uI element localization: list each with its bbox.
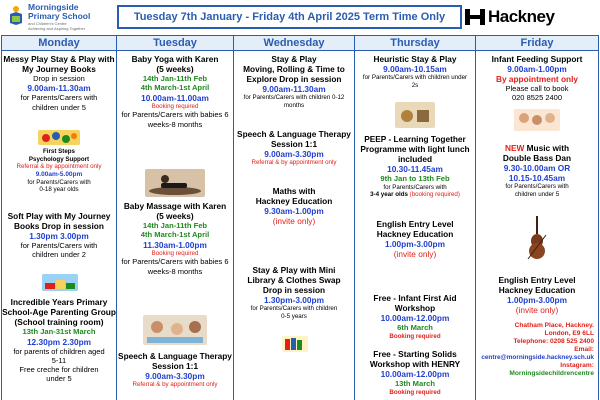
baby-icon: [143, 315, 207, 345]
activity-first-aid: Free - Infant First Aid Workshop 10.00am-12.00pm 6th March Booking required: [355, 293, 475, 340]
time-slot: 10.15-10.45am: [508, 173, 566, 184]
baby-massage-image: [143, 315, 207, 345]
activity-music-double-bass: NEW Music with Double Bass Dan 9.30-10.00am OR 10.15-10.45am for Parents/Carers with children under 5: [476, 143, 598, 199]
time-slot: 9.00am-10.15am: [383, 64, 447, 75]
email-label: Email:: [574, 346, 594, 354]
time-slot: 1.00pm-3.00pm: [507, 295, 567, 306]
activity-heuristic-play: Heuristic Stay & Play 9.00am-10.15am for Parents/Carers with children under 2s: [355, 54, 475, 89]
new-badge: NEW: [504, 143, 525, 153]
instagram-handle[interactable]: Morningsidechildrencentre: [509, 369, 594, 377]
activity-starting-solids: Free - Starting Solids Workshop with HENRY 10.00am-12.00pm 13th March Booking required: [355, 349, 475, 396]
activity-mini-library: Stay & Play with Mini Library & Clothes Swap Drop in session 1.30pm-3.00pm for Parents/Carers with children 0-5 years: [234, 265, 354, 321]
address-line1: Chatham Place, Hackney.: [514, 322, 594, 329]
activity-baby-yoga: Baby Yoga with Karen (5 weeks) 14th Jan-11th Feb 4th March-1st April 10.00am-11.00am Booking required for Parents/Carers with babies 6 weeks-8 months: [117, 54, 233, 129]
time-slot: 9.30-10.00am OR: [503, 163, 571, 174]
school-crest-icon: [8, 4, 24, 26]
book-icon: [282, 336, 308, 352]
time-slot: 9.00am-3.30pm: [264, 149, 324, 160]
activity-speech-therapy-tue: Speech & Language Therapy Session 1:1 9.00am-3.30pm Referral & by appointment only: [118, 351, 232, 389]
day-header-monday: Monday: [2, 35, 116, 51]
activity-first-steps: First Steps Psychology Support Referral & by appointment only 9.00am-5.00pm for Parents/Carers with 0-18 year olds: [2, 148, 116, 194]
time-slot: 9.00am-11.30am: [27, 83, 91, 94]
day-header-wednesday: Wednesday: [234, 35, 354, 51]
instagram-label: Instagram:: [560, 361, 594, 369]
toy-icon: [395, 102, 435, 128]
soft-play-icon: [42, 274, 78, 291]
school-motto: Achieving and Aspiring Together: [28, 26, 86, 31]
activity-soft-play: Soft Play with My Journey Books Drop in session 1.30pm 3.00pm for Parents/Carers with children under 2: [2, 211, 116, 260]
activity-peep: PEEP - Learning Together Programme with light lunch included 10.30-11.45am 9th Jan to 13th Feb for Parents/Carers with 3-4 year olds (booking required): [355, 134, 475, 199]
activity-infant-feeding: Infant Feeding Support 9.00am-1.00pm By appointment only Please call to book 020 8525 2400: [476, 54, 598, 103]
time-slot: 9.00am-5.00pm: [35, 170, 83, 178]
telephone: Telephone: 0208 525 2400: [513, 338, 594, 346]
time-slot: 1.00pm-3.00pm: [385, 239, 445, 250]
time-slot: 9.00am-11.30am: [262, 84, 326, 95]
baby-yoga-image: [145, 169, 205, 197]
messy-play-image: [38, 130, 80, 145]
time-slot: 9.00am-1.00pm: [507, 64, 567, 75]
address-line2: London, E9 6LL: [544, 330, 594, 338]
time-slot: 9.30am-1.00pm: [264, 206, 324, 217]
time-slot: 10.00am-11.00am: [141, 92, 209, 103]
time-slot: 10.00am-12.00pm: [380, 313, 450, 324]
time-slot: 10.30-11.45am: [387, 164, 443, 175]
heuristic-play-image: [395, 102, 435, 128]
time-slot: 11.30am-1.00pm: [143, 239, 207, 250]
school-name-line3: and Children's Centre: [28, 21, 67, 26]
contact-details: [476, 322, 598, 378]
column-friday: [476, 35, 599, 400]
activity-english-thu: English Entry Level Hackney Education 1.00pm-3.00pm (invite only): [355, 219, 475, 259]
column-thursday: [355, 35, 476, 400]
double-bass-icon: [526, 215, 548, 261]
activity-messy-play: Messy Play Stay & Play with My Journey Books Drop in session 9.00am-11.30am for Parents/Carers with children under 5: [3, 54, 115, 112]
activity-english-fri: English Entry Level Hackney Education 1.00pm-3.00pm (invite only): [476, 275, 598, 315]
time-slot: 12.30pm 2.30pm: [26, 336, 92, 347]
day-header-thursday: Thursday: [355, 35, 475, 51]
feeding-icon: [514, 109, 560, 131]
hackney-logo: [464, 6, 594, 28]
paint-icon: [38, 130, 80, 145]
yoga-icon: [145, 169, 205, 197]
day-header-friday: Friday: [476, 35, 598, 51]
school-name-line1: Morningside: [28, 2, 79, 12]
library-image: [282, 336, 308, 352]
day-header-tuesday: Tuesday: [117, 35, 233, 51]
column-tuesday: [117, 35, 234, 400]
hackney-h-icon: [464, 8, 486, 26]
column-wednesday: [234, 35, 355, 400]
time-slot: 10.00am-12.00pm: [380, 369, 450, 380]
hackney-wordmark: Hackney: [488, 7, 555, 26]
activity-incredible-years: Incredible Years Primary School-Age Parenting Group (School training room) 13th Jan-31st March 12.30pm 2.30pm for parents of children aged 5-11 Free creche for children under 5: [2, 297, 116, 384]
time-slot: 1.30pm-3.00pm: [264, 295, 324, 306]
column-monday: [2, 35, 117, 400]
school-logo: [8, 3, 126, 31]
feeding-image: [514, 109, 560, 131]
soft-play-image: [42, 274, 78, 291]
time-slot: 9.00am-3.30pm: [145, 371, 205, 382]
timetable-grid: [1, 35, 599, 400]
activity-stay-play-moving: Stay & Play Moving, Rolling & Time to Explore Drop in session 9.00am-11.30am for Parents/Carers with children 0-12 months: [234, 54, 354, 110]
time-slot: 1.30pm 3.00pm: [29, 231, 89, 242]
activity-baby-massage: Baby Massage with Karen (5 weeks) 14th Jan-11th Feb 4th March-1st April 11.30am-1.00pm Booking required for Parents/Carers with babies 6 weeks-8 months: [117, 201, 233, 276]
activity-maths: Maths with Hackney Education 9.30am-1.00pm (invite only): [234, 186, 354, 226]
school-name-line2: Primary School: [28, 11, 91, 21]
activity-speech-therapy-wed: Speech & Language Therapy Session 1:1 9.00am-3.30pm Referral & by appointment only: [234, 129, 354, 167]
email-link[interactable]: centre@morningside.hackney.sch.uk: [481, 354, 594, 362]
term-dates-banner: Tuesday 7th January - Friday 4th April 2025 Term Time Only: [117, 5, 462, 29]
